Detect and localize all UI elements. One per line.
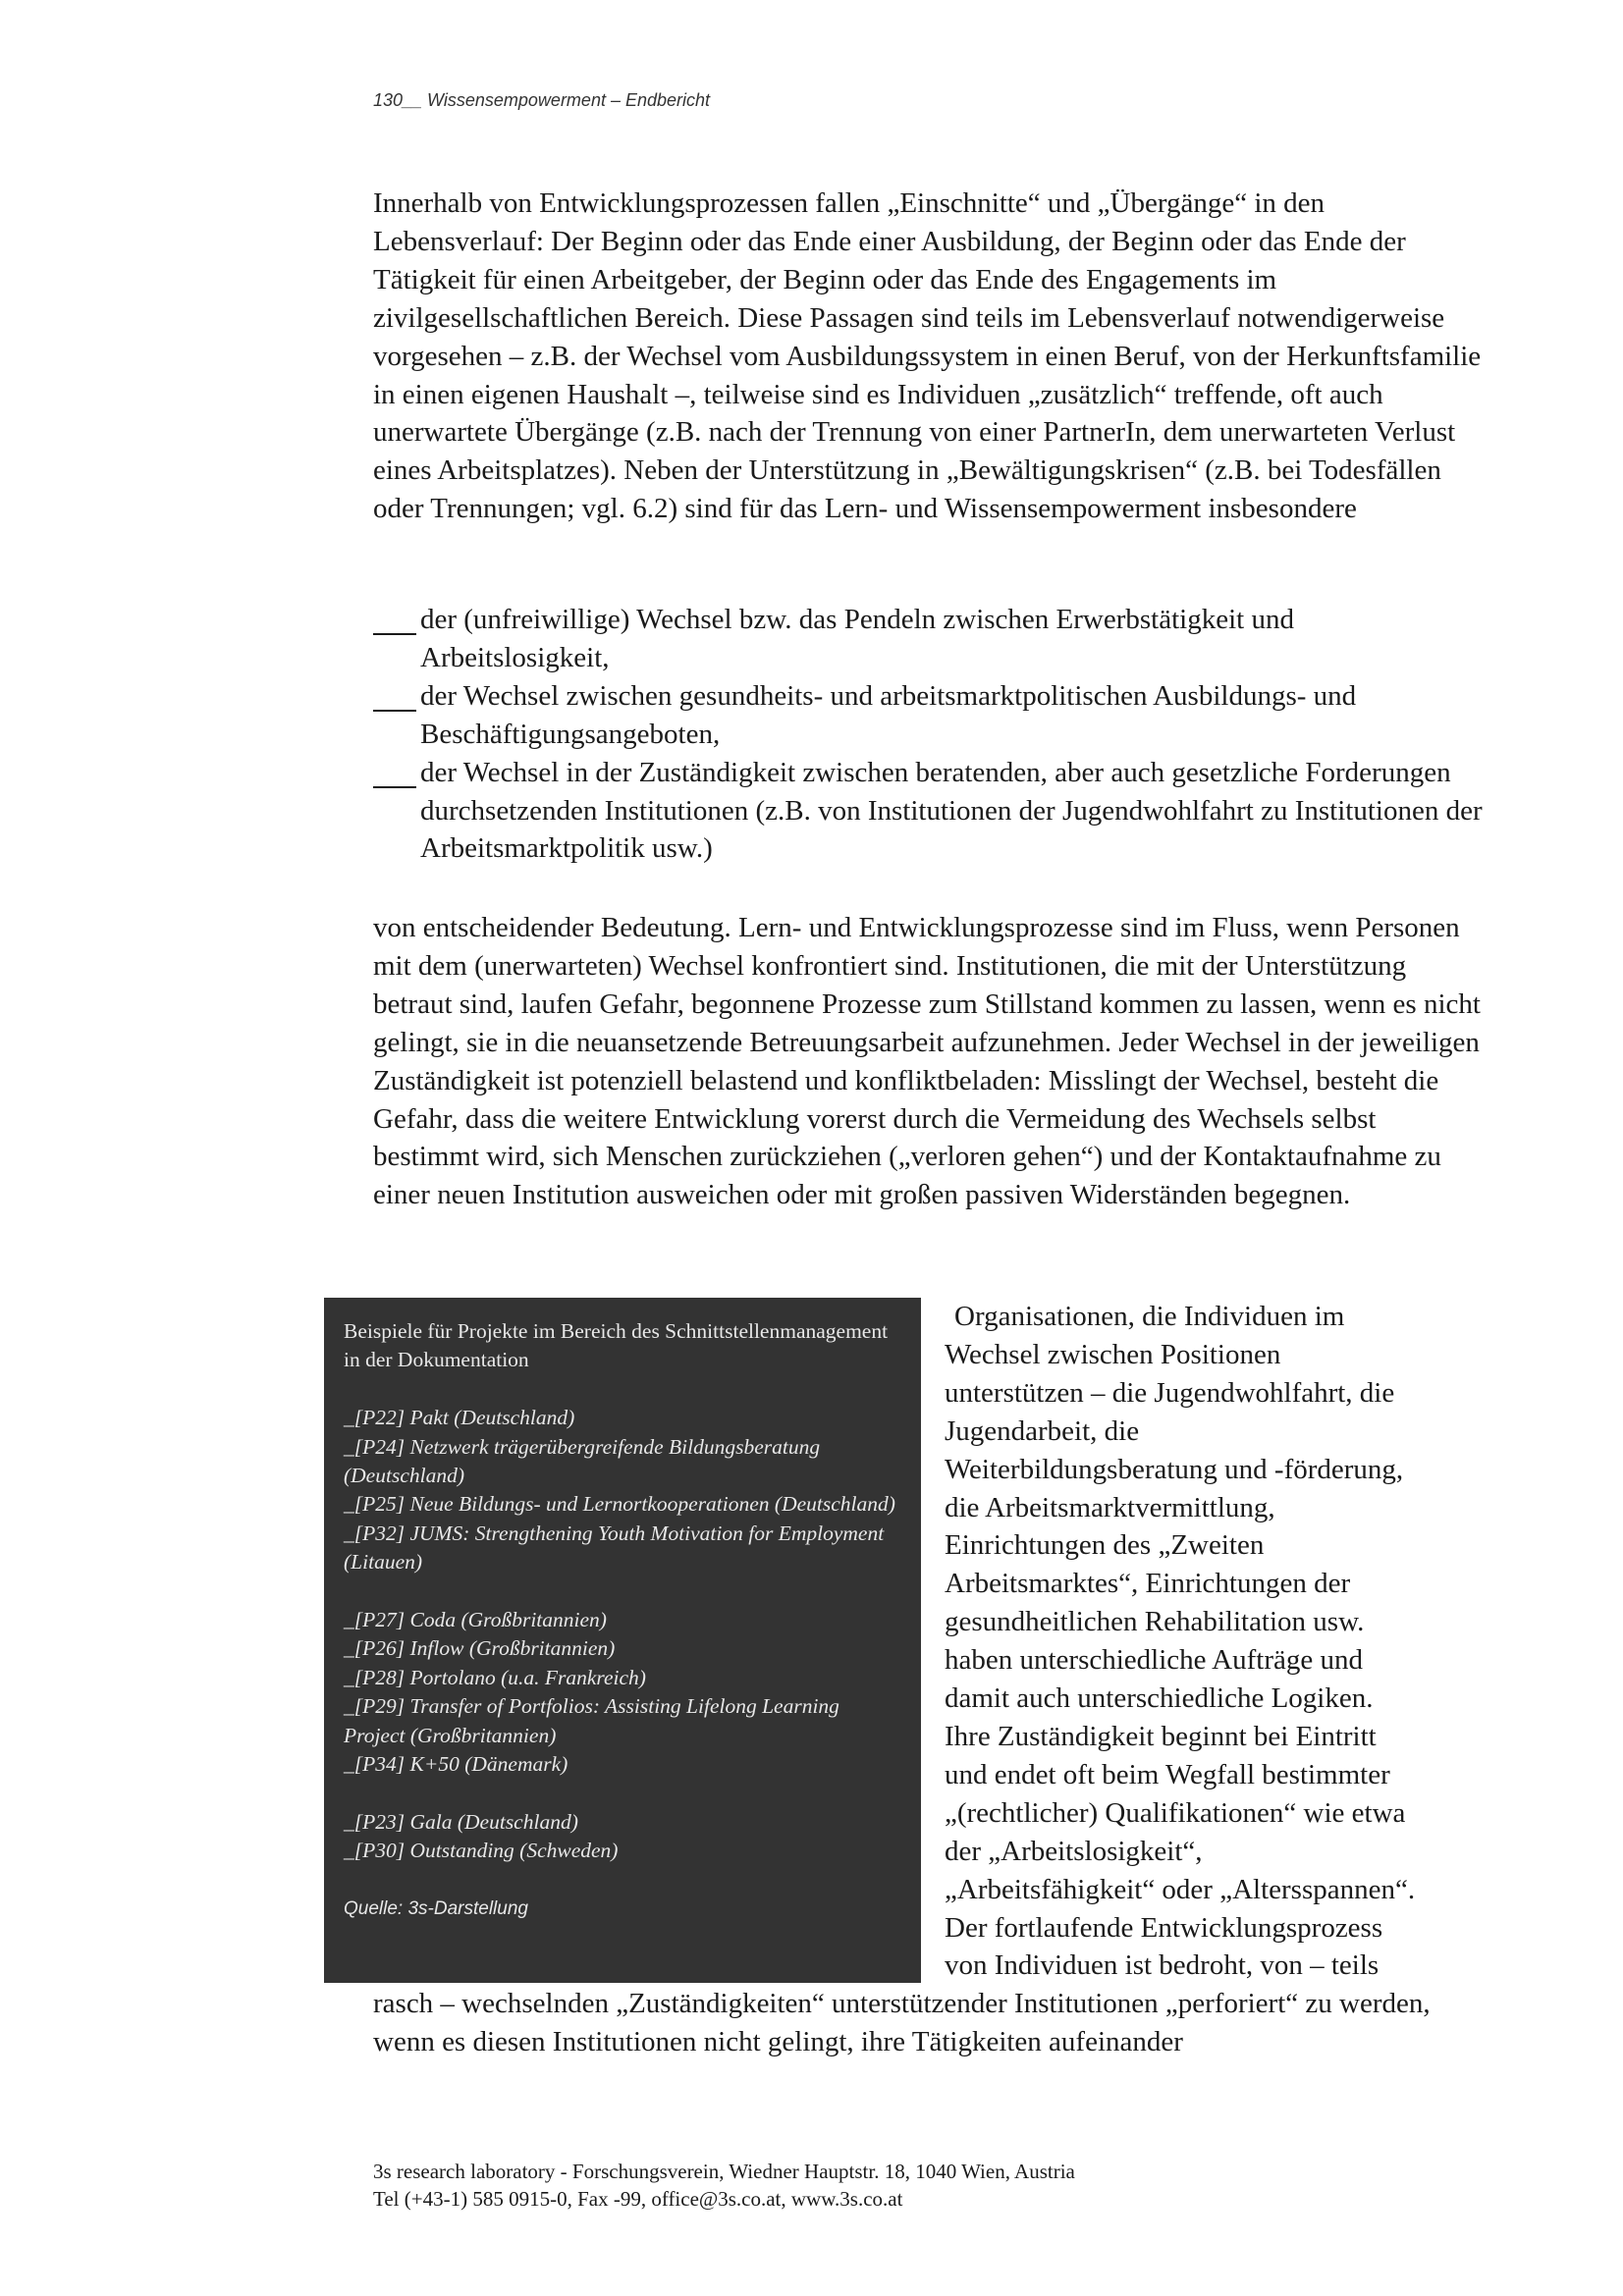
- project-item: _[P26] Inflow (Großbritannien): [344, 1636, 616, 1661]
- project-examples-box: [324, 1298, 921, 1983]
- side-line: Einrichtungen des „Zweiten: [945, 1529, 1265, 1562]
- side-line: haben unterschiedliche Aufträge und: [945, 1644, 1363, 1677]
- side-line: Jugendarbeit, die: [945, 1415, 1140, 1447]
- page-header: 130__ Wissensempowerment – Endbericht: [373, 90, 711, 110]
- bullet-item: der Wechsel zwischen gesundheits- und arbeitsmarktpolitischen Ausbildungs- und Beschäftigungsangeboten,: [373, 677, 1483, 754]
- infobox-title: Beispiele für Projekte im Bereich des Schnittstellenmanagement in der Dokumentation: [344, 1319, 889, 1372]
- infobox-source: Quelle: 3s-Darstellung: [344, 1898, 528, 1920]
- side-line: und endet oft beim Wegfall bestimmter: [945, 1758, 1390, 1790]
- side-line: der „Arbeitslosigkeit“,: [945, 1835, 1203, 1867]
- side-line: von Individuen ist bedroht, von – teils: [945, 1949, 1380, 1982]
- bullet-item: der Wechsel in der Zuständigkeit zwischen beratenden, aber auch gesetzliche Forderungen durchsetzenden Institutionen (z.B. von Institutionen der Jugendwohlfahrt zu Institutionen der Arbeitsmarktpolitik usw.): [373, 754, 1483, 869]
- paragraph-significance: von entscheidender Bedeutung. Lern- und Entwicklungsprozesse sind im Fluss, wenn Personen mit dem (unerwarteten) Wechsel konfrontiert sind. Institutionen, die mit der Unterstützung betraut sind, laufen Gefahr, begonnene Prozesse zum Stillstand kommen zu lassen, wenn es nicht gelingt, sie in die neuansetzende Betreuungsarbeit aufzunehmen. Jeder Wechsel in der jeweiligen Zuständigkeit ist potenziell belastend und konfliktbeladen: Misslingt der Wechsel, besteht die Gefahr, dass die weitere Entwicklung vorerst durch die Vermeidung des Wechsels selbst bestimmt wird, sich Menschen zurückziehen („verloren gehen“) und der Kontaktaufnahme zu einer neuen Institution ausweichen oder mit großen passiven Widerständen begegnen.: [373, 912, 1481, 1211]
- footer-address: 3s research laboratory - Forschungsverein, Wiedner Hauptstr. 18, 1040 Wien, Austria: [373, 2160, 1075, 2183]
- side-line: Der fortlaufende Entwicklungsprozess: [945, 1911, 1383, 1944]
- side-line: Weiterbildungsberatung und -förderung,: [945, 1453, 1404, 1485]
- side-line: die Arbeitsmarktvermittlung,: [945, 1491, 1275, 1523]
- paragraph-perforation: rasch – wechselnden „Zuständigkeiten“ unterstützender Institutionen „perforiert“ zu werden, wenn es diesen Institutionen nicht gelingt, ihre Tätigkeiten aufeinander: [373, 1988, 1431, 2057]
- side-line: Arbeitsmarktes“, Einrichtungen der: [945, 1568, 1351, 1600]
- project-item: _[P24] Netzwerk trägerübergreifende Bildungsberatung (Deutschland): [344, 1434, 821, 1488]
- project-group: [344, 1606, 901, 1779]
- project-item: _[P29] Transfer of Portfolios: Assisting Lifelong Learning Project (Großbritannien): [344, 1694, 839, 1747]
- project-group: [344, 1404, 901, 1576]
- project-item: _[P22] Pakt (Deutschland): [344, 1406, 575, 1430]
- dash-marker: [373, 677, 416, 712]
- side-line: unterstützen – die Jugendwohlfahrt, die: [945, 1376, 1395, 1409]
- side-line: Wechsel zwischen Positionen: [945, 1338, 1281, 1370]
- footer-contact: Tel (+43-1) 585 0915-0, Fax -99, office@3s.co.at, www.3s.co.at: [373, 2187, 903, 2211]
- project-item: _[P23] Gala (Deutschland): [344, 1809, 578, 1834]
- project-item: _[P30] Outstanding (Schweden): [344, 1839, 619, 1863]
- page-footer: [373, 2158, 1075, 2213]
- side-line: „Arbeitsfähigkeit“ oder „Altersspannen“.: [945, 1873, 1416, 1905]
- side-line: Organisationen, die Individuen im: [954, 1301, 1345, 1332]
- project-item: _[P27] Coda (Großbritannien): [344, 1608, 607, 1632]
- bullet-item: der (unfreiwillige) Wechsel bzw. das Pendeln zwischen Erwerbstätigkeit und Arbeitslosigkeit,: [373, 601, 1483, 677]
- project-item: _[P34] K+50 (Dänemark): [344, 1752, 568, 1777]
- project-item: _[P32] JUMS: Strengthening Youth Motivation for Employment (Litauen): [344, 1521, 885, 1575]
- paragraph-transitions: Innerhalb von Entwicklungsprozessen fallen „Einschnitte“ und „Übergänge“ in den Lebensverlauf: Der Beginn oder das Ende einer Ausbildung, der Beginn oder das Ende der Tätigkeit für einen Arbeitgeber, der Beginn oder das Ende des Engagements im zivilgesellschaftlichen Bereich. Diese Passagen sind teils im Lebensverlauf notwendigerweise vorgesehen – z.B. der Wechsel vom Ausbildungssystem in einen Beruf, von der Herkunftsfamilie in einen eigenen Haushalt –, teilweise sind es Individuen „zusätzlich“ treffende, oft auch unerwartete Übergänge (z.B. nach der Trennung von einer PartnerIn, dem unerwarteten Verlust eines Arbeitsplatzes). Neben der Unterstützung in „Bewältigungskrisen“ (z.B. bei Todesfällen oder Trennungen; vgl. 6.2) sind für das Lern- und Wissensempowerment insbesondere: [373, 187, 1482, 525]
- project-item: _[P28] Portolano (u.a. Frankreich): [344, 1665, 646, 1689]
- project-group: [344, 1808, 901, 1866]
- side-line: Ihre Zuständigkeit beginnt bei Eintritt: [945, 1720, 1377, 1752]
- dash-marker: [373, 754, 416, 788]
- side-line: damit auch unterschiedliche Logiken.: [945, 1682, 1374, 1715]
- project-item: _[P25] Neue Bildungs- und Lernortkooperationen (Deutschland): [344, 1492, 895, 1517]
- side-line: „(rechtlicher) Qualifikationen“ wie etwa: [945, 1796, 1406, 1829]
- transition-bullet-list: [373, 601, 1483, 868]
- dash-marker: [373, 601, 416, 635]
- side-line: gesundheitlichen Rehabilitation usw.: [945, 1606, 1365, 1638]
- side-column-text: [945, 1298, 1494, 1985]
